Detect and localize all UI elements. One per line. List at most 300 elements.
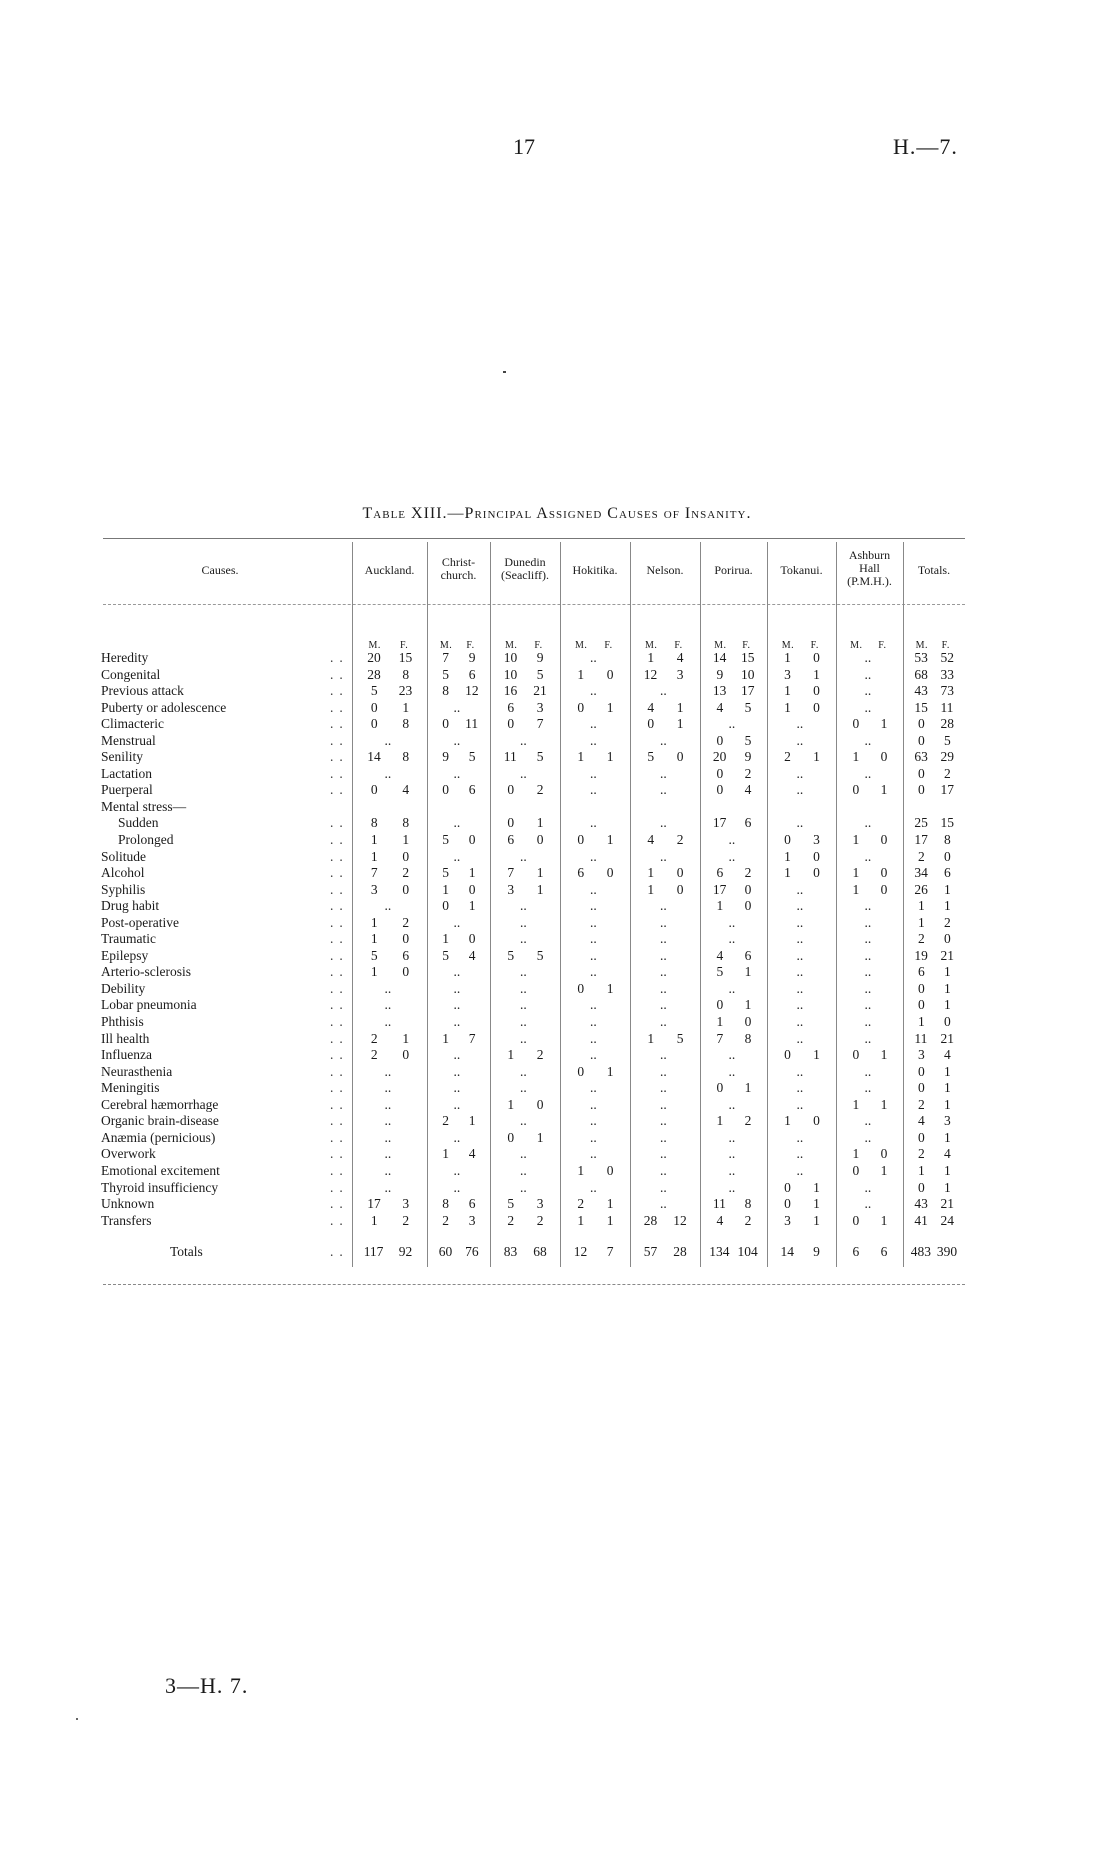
- female-count-cell: 23: [398, 683, 413, 699]
- male-count-cell: 2: [918, 848, 925, 864]
- female-count-cell: 1: [813, 1212, 820, 1228]
- female-count-cell: 1: [880, 782, 888, 798]
- male-count-cell: ..: [864, 898, 872, 914]
- male-count-cell: 0: [784, 832, 791, 848]
- table-row: [0, 749, 1114, 766]
- female-count-cell: 4: [402, 782, 410, 798]
- table-row: [0, 1213, 1114, 1230]
- table-row: [0, 1097, 1114, 1114]
- cause-label: Previous attack: [101, 683, 184, 699]
- print-speck: [76, 1718, 78, 1720]
- male-count-cell: ..: [864, 1179, 872, 1195]
- male-count-cell: 2: [918, 1146, 925, 1162]
- male-count-cell: 0: [918, 1179, 925, 1195]
- table-row: [0, 865, 1114, 882]
- male-count-cell: ..: [660, 1063, 667, 1079]
- male-count-cell: 0: [852, 1212, 860, 1228]
- totals-label: Totals: [170, 1244, 203, 1260]
- table-row: [0, 733, 1114, 750]
- table-row: [0, 964, 1114, 981]
- female-count-cell: 1: [944, 980, 951, 996]
- female-count-cell: 1: [944, 898, 951, 914]
- male-subheader: M.: [714, 640, 727, 651]
- dot-leader: ..: [330, 782, 349, 798]
- table-bottom-rule: [103, 1284, 965, 1285]
- male-count-cell: ..: [796, 931, 804, 947]
- female-count-cell: 21: [940, 1196, 954, 1212]
- male-count-cell: ..: [453, 1014, 461, 1030]
- male-count-cell: ..: [728, 914, 736, 930]
- male-count-cell: ..: [520, 1080, 527, 1096]
- female-count-cell: 1: [606, 1196, 614, 1212]
- female-count-cell: 1: [402, 699, 410, 715]
- table-row: [0, 1196, 1114, 1213]
- female-count-cell: 21: [940, 947, 954, 963]
- female-count-cell: 52: [940, 650, 954, 665]
- female-count-cell: 0: [606, 865, 614, 881]
- female-count-cell: 1: [944, 997, 951, 1013]
- male-count-cell: ..: [590, 1096, 597, 1112]
- male-count-cell: 1: [370, 964, 378, 980]
- male-count-cell: 0: [918, 1129, 925, 1145]
- female-count-cell: 1: [880, 1047, 888, 1063]
- male-count-cell: 5: [507, 1196, 515, 1212]
- table-row: [0, 700, 1114, 717]
- table-row: [0, 1047, 1114, 1064]
- female-count-cell: 1: [944, 1063, 951, 1079]
- female-count-cell: 2: [536, 1212, 544, 1228]
- dot-leader: ..: [330, 848, 349, 864]
- male-count-cell: 11: [503, 749, 517, 765]
- male-count-cell: ..: [864, 815, 872, 831]
- female-subheader: F.: [742, 640, 751, 651]
- cause-label: Menstrual: [101, 732, 156, 748]
- male-count-cell: ..: [796, 815, 804, 831]
- male-count-cell: ..: [728, 1063, 736, 1079]
- cause-label: Climacteric: [101, 716, 164, 732]
- male-count-cell: 0: [647, 716, 655, 732]
- female-count-cell: 1: [813, 1196, 820, 1212]
- male-count-cell: 1: [507, 1047, 515, 1063]
- male-count-cell: ..: [384, 765, 392, 781]
- male-count-cell: 11: [712, 1196, 726, 1212]
- male-count-cell: 0: [716, 997, 724, 1013]
- dot-leader: ..: [330, 683, 349, 699]
- female-subheader: F.: [810, 640, 819, 651]
- male-count-cell: 9: [716, 666, 724, 682]
- female-count-cell: 28: [940, 716, 954, 732]
- female-count-cell: 0: [402, 848, 410, 864]
- female-count-cell: 5: [536, 947, 544, 963]
- male-count-cell: ..: [453, 980, 461, 996]
- male-count-cell: 1: [918, 898, 925, 914]
- male-count-cell: 1: [784, 650, 791, 665]
- male-count-cell: 1: [852, 832, 860, 848]
- male-count-cell: 7: [716, 1030, 724, 1046]
- female-count-cell: 2: [536, 1047, 544, 1063]
- cause-label: Alcohol: [101, 865, 145, 881]
- male-count-cell: 6: [507, 699, 515, 715]
- male-count-cell: 1: [647, 650, 655, 665]
- male-count-cell: 0: [577, 1063, 585, 1079]
- female-count-cell: 1: [813, 1047, 820, 1063]
- dot-leader: ..: [330, 947, 349, 963]
- male-count-cell: 0: [370, 716, 378, 732]
- cause-label: Drug habit: [101, 898, 160, 914]
- male-count-cell: ..: [520, 1014, 527, 1030]
- female-count-cell: 104: [737, 1244, 758, 1260]
- male-count-cell: ..: [660, 914, 667, 930]
- dot-leader: ..: [330, 716, 349, 732]
- dot-leader: ..: [330, 931, 349, 947]
- male-count-cell: ..: [590, 765, 597, 781]
- male-count-cell: 53: [914, 650, 928, 665]
- male-count-cell: ..: [453, 815, 461, 831]
- male-count-cell: 0: [507, 782, 515, 798]
- dot-leader: ..: [330, 832, 349, 848]
- female-count-cell: 1: [744, 997, 752, 1013]
- female-count-cell: 17: [741, 683, 755, 699]
- female-count-cell: 4: [468, 947, 476, 963]
- male-count-cell: 1: [577, 1162, 585, 1178]
- female-count-cell: 0: [536, 1096, 544, 1112]
- male-count-cell: 14: [780, 1244, 794, 1260]
- female-count-cell: 8: [744, 1196, 752, 1212]
- male-count-cell: 1: [577, 666, 585, 682]
- female-count-cell: 6: [944, 865, 951, 881]
- male-count-cell: 6: [507, 832, 515, 848]
- male-subheader: M.: [575, 640, 588, 651]
- column-header: Totals.: [917, 563, 951, 577]
- male-count-cell: 0: [784, 1196, 791, 1212]
- female-count-cell: 1: [944, 1080, 951, 1096]
- dot-leader: ..: [330, 1030, 349, 1046]
- female-count-cell: 0: [744, 898, 752, 914]
- male-count-cell: 0: [918, 1063, 925, 1079]
- female-count-cell: 6: [880, 1244, 888, 1260]
- male-count-cell: 2: [784, 749, 791, 765]
- male-count-cell: 5: [442, 666, 450, 682]
- male-count-cell: 43: [914, 1196, 928, 1212]
- male-count-cell: ..: [864, 1080, 872, 1096]
- male-count-cell: 5: [442, 947, 450, 963]
- male-count-cell: 2: [442, 1113, 450, 1129]
- female-subheader: F.: [400, 640, 409, 651]
- male-count-cell: 57: [643, 1244, 658, 1260]
- dot-leader: ..: [330, 1244, 349, 1260]
- female-count-cell: 1: [536, 1129, 544, 1145]
- female-count-cell: 1: [402, 1030, 410, 1046]
- male-count-cell: 8: [442, 683, 450, 699]
- dot-leader: ..: [330, 1080, 349, 1096]
- male-count-cell: 2: [370, 1030, 378, 1046]
- female-count-cell: 76: [465, 1244, 479, 1260]
- female-count-cell: 21: [533, 683, 547, 699]
- male-count-cell: ..: [796, 1030, 804, 1046]
- female-count-cell: 8: [402, 749, 410, 765]
- female-count-cell: 1: [468, 1113, 476, 1129]
- male-count-cell: 0: [716, 765, 724, 781]
- male-count-cell: ..: [796, 1080, 804, 1096]
- male-count-cell: ..: [453, 848, 461, 864]
- female-count-cell: 8: [402, 815, 410, 831]
- cause-label: Meningitis: [101, 1080, 160, 1096]
- male-count-cell: ..: [384, 1179, 392, 1195]
- male-count-cell: ..: [728, 1162, 736, 1178]
- male-count-cell: ..: [660, 931, 667, 947]
- female-count-cell: 1: [944, 1096, 951, 1112]
- male-count-cell: 1: [784, 865, 791, 881]
- male-subheader: M.: [439, 640, 453, 651]
- male-count-cell: ..: [590, 683, 597, 699]
- male-count-cell: 7: [370, 865, 378, 881]
- female-count-cell: 5: [744, 699, 752, 715]
- cause-label: Congenital: [101, 666, 161, 682]
- dot-leader: ..: [330, 914, 349, 930]
- male-count-cell: ..: [590, 1113, 597, 1129]
- male-count-cell: 2: [918, 931, 925, 947]
- male-count-cell: ..: [728, 980, 736, 996]
- male-count-cell: 17: [712, 815, 727, 831]
- male-count-cell: 1: [918, 1014, 925, 1030]
- male-count-cell: ..: [728, 1129, 736, 1145]
- dot-leader: ..: [330, 749, 349, 765]
- table-row: [0, 1113, 1114, 1130]
- male-count-cell: ..: [796, 765, 804, 781]
- female-count-cell: 5: [536, 749, 544, 765]
- female-count-cell: 1: [880, 1162, 888, 1178]
- male-count-cell: 19: [914, 947, 928, 963]
- table-row: [0, 1064, 1114, 1081]
- female-count-cell: 390: [936, 1244, 958, 1260]
- male-count-cell: 14: [367, 749, 381, 765]
- cause-label: Post-operative: [101, 914, 179, 930]
- female-count-cell: 6: [744, 815, 752, 831]
- male-count-cell: 1: [370, 1212, 378, 1228]
- male-count-cell: ..: [453, 765, 461, 781]
- male-count-cell: 83: [503, 1244, 518, 1260]
- female-count-cell: 3: [676, 666, 684, 682]
- male-count-cell: 0: [442, 716, 450, 732]
- male-count-cell: ..: [453, 1162, 461, 1178]
- male-count-cell: 6: [918, 964, 925, 980]
- female-count-cell: 0: [880, 881, 888, 897]
- table-row: [0, 667, 1114, 684]
- male-count-cell: ..: [864, 997, 872, 1013]
- male-count-cell: 1: [442, 1030, 450, 1046]
- male-count-cell: ..: [384, 1146, 392, 1162]
- female-count-cell: 1: [813, 749, 820, 765]
- male-count-cell: 0: [716, 1080, 724, 1096]
- dot-leader: ..: [330, 865, 349, 881]
- male-count-cell: ..: [590, 848, 597, 864]
- male-count-cell: ..: [796, 997, 804, 1013]
- male-count-cell: 0: [852, 1047, 860, 1063]
- female-count-cell: 1: [813, 1179, 820, 1195]
- female-count-cell: 0: [606, 1162, 614, 1178]
- cause-label: Lobar pneumonia: [101, 997, 197, 1013]
- male-count-cell: 5: [370, 947, 378, 963]
- female-count-cell: 0: [606, 666, 614, 682]
- male-count-cell: ..: [453, 1063, 461, 1079]
- male-count-cell: ..: [796, 881, 804, 897]
- male-count-cell: 1: [647, 881, 655, 897]
- male-count-cell: 10: [503, 666, 518, 682]
- table-row: [0, 683, 1114, 700]
- female-count-cell: 7: [606, 1244, 614, 1260]
- male-count-cell: ..: [590, 650, 597, 665]
- male-count-cell: ..: [660, 997, 667, 1013]
- male-count-cell: ..: [384, 1129, 392, 1145]
- male-count-cell: ..: [796, 1129, 804, 1145]
- male-count-cell: 3: [784, 1212, 791, 1228]
- male-count-cell: ..: [590, 815, 597, 831]
- male-subheader: M.: [645, 640, 658, 651]
- female-subheader: F.: [466, 640, 475, 651]
- male-count-cell: 0: [784, 1047, 791, 1063]
- female-subheader: F.: [534, 640, 543, 651]
- male-count-cell: 1: [716, 898, 724, 914]
- male-count-cell: 1: [577, 749, 585, 765]
- male-count-cell: 0: [507, 716, 515, 732]
- female-count-cell: 0: [880, 1146, 888, 1162]
- female-count-cell: 1: [880, 1212, 888, 1228]
- female-count-cell: 1: [676, 699, 684, 715]
- male-count-cell: ..: [796, 914, 804, 930]
- male-count-cell: ..: [864, 1196, 872, 1212]
- document-reference: H.—7.: [893, 134, 958, 159]
- male-count-cell: ..: [660, 1096, 667, 1112]
- female-count-cell: 0: [813, 848, 820, 864]
- male-count-cell: ..: [796, 1063, 804, 1079]
- male-count-cell: ..: [590, 997, 597, 1013]
- male-count-cell: ..: [728, 1096, 736, 1112]
- male-count-cell: ..: [453, 699, 461, 715]
- male-count-cell: ..: [384, 732, 392, 748]
- male-count-cell: ..: [453, 964, 461, 980]
- male-count-cell: ..: [453, 732, 461, 748]
- male-count-cell: 1: [370, 914, 378, 930]
- male-count-cell: 8: [370, 815, 378, 831]
- column-header: Auckland.: [364, 563, 415, 577]
- male-count-cell: 2: [442, 1212, 450, 1228]
- table-row: [0, 882, 1114, 899]
- male-count-cell: 0: [784, 1179, 791, 1195]
- male-count-cell: ..: [864, 947, 872, 963]
- male-count-cell: ..: [864, 666, 872, 682]
- male-count-cell: 1: [918, 914, 925, 930]
- female-count-cell: 0: [468, 832, 476, 848]
- female-count-cell: 3: [536, 699, 544, 715]
- table-body: [0, 650, 1114, 1263]
- male-count-cell: 2: [507, 1212, 515, 1228]
- female-count-cell: 1: [606, 1212, 614, 1228]
- female-count-cell: 2: [944, 765, 951, 781]
- female-count-cell: 0: [402, 881, 410, 897]
- female-count-cell: 1: [676, 716, 684, 732]
- dot-leader: ..: [330, 650, 349, 665]
- table-row: [0, 832, 1114, 849]
- female-count-cell: 0: [402, 1047, 410, 1063]
- table-row: [0, 815, 1114, 832]
- male-count-cell: ..: [453, 1129, 461, 1145]
- male-count-cell: 0: [442, 898, 450, 914]
- male-count-cell: ..: [864, 1129, 872, 1145]
- male-count-cell: 0: [370, 782, 378, 798]
- female-count-cell: 4: [944, 1047, 951, 1063]
- male-subheader: M.: [850, 640, 863, 651]
- cause-label: Solitude: [101, 848, 147, 864]
- cause-label: Transfers: [101, 1212, 152, 1228]
- male-count-cell: ..: [660, 683, 667, 699]
- male-count-cell: 3: [370, 881, 378, 897]
- female-count-cell: 3: [944, 1113, 951, 1129]
- dot-leader: ..: [330, 732, 349, 748]
- female-count-cell: 6: [744, 947, 752, 963]
- female-count-cell: 1: [606, 832, 614, 848]
- cause-label: Ill health: [101, 1030, 150, 1046]
- male-count-cell: 1: [370, 832, 378, 848]
- cause-label: Prolonged: [118, 832, 174, 848]
- male-count-cell: ..: [453, 1179, 461, 1195]
- male-count-cell: 4: [918, 1113, 925, 1129]
- dot-leader: ..: [330, 666, 349, 682]
- male-count-cell: 1: [918, 1162, 925, 1178]
- male-count-cell: ..: [864, 931, 872, 947]
- table-row: [0, 898, 1114, 915]
- female-count-cell: 7: [468, 1030, 476, 1046]
- male-count-cell: 20: [367, 650, 381, 665]
- female-count-cell: 1: [744, 964, 752, 980]
- male-count-cell: ..: [590, 931, 597, 947]
- male-count-cell: 0: [918, 782, 925, 798]
- male-count-cell: ..: [864, 699, 872, 715]
- male-count-cell: ..: [590, 1014, 597, 1030]
- male-count-cell: 8: [442, 1196, 450, 1212]
- cause-label: Epilepsy: [101, 947, 149, 963]
- female-count-cell: 5: [676, 1030, 684, 1046]
- male-count-cell: ..: [453, 997, 461, 1013]
- male-count-cell: ..: [453, 914, 461, 930]
- male-count-cell: ..: [796, 1146, 804, 1162]
- male-count-cell: 0: [370, 699, 378, 715]
- male-count-cell: 6: [716, 865, 724, 881]
- male-count-cell: 134: [709, 1244, 730, 1260]
- male-count-cell: ..: [590, 1146, 597, 1162]
- female-count-cell: 2: [402, 914, 410, 930]
- table-row: [0, 766, 1114, 783]
- table-row: [0, 1146, 1114, 1163]
- table-row: [0, 1031, 1114, 1048]
- male-count-cell: 0: [507, 1129, 515, 1145]
- cause-label: Anæmia (pernicious): [101, 1129, 216, 1145]
- male-count-cell: 0: [918, 716, 925, 732]
- female-count-cell: 1: [813, 666, 820, 682]
- male-count-cell: 0: [442, 782, 450, 798]
- male-count-cell: 17: [367, 1196, 381, 1212]
- male-count-cell: ..: [453, 1047, 461, 1063]
- column-header: Ashburn Hall (P.M.H.).: [847, 548, 892, 588]
- male-count-cell: ..: [384, 1096, 392, 1112]
- male-count-cell: 1: [852, 865, 860, 881]
- male-count-cell: ..: [520, 1030, 527, 1046]
- male-count-cell: ..: [660, 765, 667, 781]
- male-count-cell: ..: [520, 1063, 527, 1079]
- male-count-cell: ..: [660, 782, 667, 798]
- male-count-cell: 1: [442, 931, 450, 947]
- male-count-cell: 0: [507, 815, 515, 831]
- female-count-cell: 1: [536, 881, 544, 897]
